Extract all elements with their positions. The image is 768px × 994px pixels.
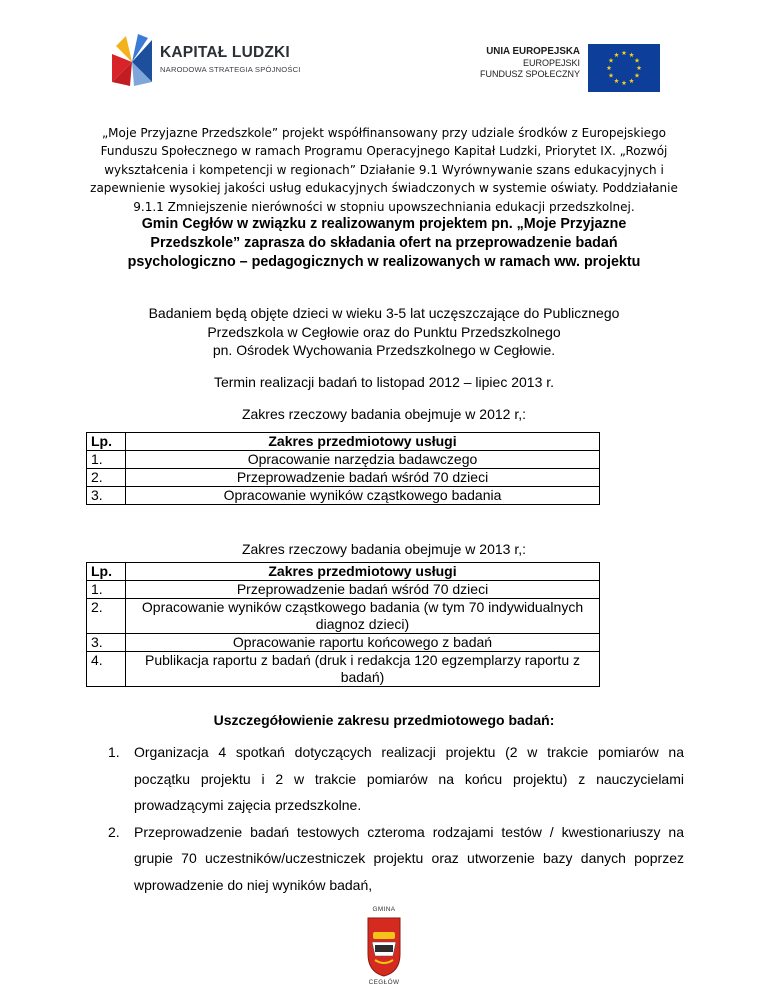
crest-bottom-label: CEGŁÓW [368,979,400,986]
lp-header: Lp. [87,563,126,581]
scope-header: Zakres przedmiotowy usługi [126,563,600,581]
row-description: Przeprowadzenie badań wśród 70 dzieci [126,469,600,487]
project-intro-text: „Moje Przyjazne Przedszkole” projekt współfinansowany przy udziale środków z Europejskiego Funduszu Społecznego w ramach Programu Operacyjnego Kapitał Ludzki, Priorytet IX. „Rozwój wykształcenia i kompetencji w regionach” Działanie 9.1 Wyrównywanie szans edukacyjnych i zapewnienie wysokiej jakości usług edukacyjnych świadczonych w systemie oświaty. Poddziałanie 9.1.1 Zmniejszenie nierówności w stopniu upowszechniania edukacji przedszkolnej. [90,126,678,214]
row-number: 2. [87,599,126,634]
participants-paragraph: Badaniem będą objęte dzieci w wieku 3-5 lat uczęszczające do Publicznego Przedszkola w Cegłowie oraz do Punktu Przedszkolnego pn. Ośrodek Wychowania Przedszkolnego w Cegłowie. [148,305,620,358]
scope-2012-label: Zakres rzeczowy badania obejmuje w 2012 r,: [241,406,527,422]
row-number: 1. [87,451,126,469]
lp-header: Lp. [87,433,126,451]
eu-flag-icon [588,44,660,92]
coat-of-arms-icon [366,916,402,978]
table-row [87,451,600,469]
announcement-heading: Gmin Cegłów w związku z realizowanym projektem pn. „Moje Przyjazne Przedszkole” zaprasza do składania ofert na przeprowadzenie badań psychologiczno – pedagogicznych w realizowanych w ramach ww. projektu [127,216,641,270]
table-row [87,652,600,687]
kapital-ludzki-subtitle: NARODOWA STRATEGIA SPÓJNOŚCI [160,65,301,74]
row-description: Przeprowadzenie badań wśród 70 dzieci [126,581,600,599]
list-item-number: 1. [108,744,120,760]
scope-2013-table [86,562,600,687]
row-description: Opracowanie wyników cząstkowego badania [126,487,600,505]
list-item [108,739,684,819]
row-number: 4. [87,652,126,687]
row-number: 1. [87,581,126,599]
table-row [87,487,600,505]
row-description: Opracowanie narzędzia badawczego [126,451,600,469]
table-header-row [87,433,600,451]
row-number: 2. [87,469,126,487]
row-description: Opracowanie raportu końcowego z badań [126,634,600,652]
table-header-row [87,563,600,581]
eu-logo [466,44,660,92]
list-item-number: 2. [108,823,120,840]
row-number: 3. [87,487,126,505]
table-row [87,581,600,599]
table-row [87,599,600,634]
table-row [87,469,600,487]
table-row [87,634,600,652]
kapital-ludzki-title: KAPITAŁ LUDZKI [160,44,290,61]
row-number: 3. [87,634,126,652]
details-list [108,739,684,898]
eu-line-2: FUNDUSZ SPOŁECZNY [479,69,580,79]
eu-title: UNIA EUROPEJSKA [486,46,580,57]
schedule-text: Termin realizacji badań to listopad 2012 – lipiec 2013 r. [213,374,555,390]
scope-header: Zakres przedmiotowy usługi [126,433,600,451]
list-item-text: Organizacja 4 spotkań dotyczących realizacji projektu (2 w trakcie pomiarów na początku projektu i 2 w trakcie pomiarów na końcu projektu) z nauczycielami prowadzącymi zajęcia przedszkolne. [134,744,684,813]
scope-2013-label: Zakres rzeczowy badania obejmuje w 2013 r,: [241,541,527,557]
eu-line-1: EUROPEJSKI [522,58,580,68]
kapital-ludzki-emblem-icon [108,32,156,88]
details-subheading: Uszczegółowienie zakresu przedmiotowego badań: [213,712,555,728]
gmina-crest [357,906,411,990]
eu-logo-text [480,46,580,80]
list-item [108,819,684,899]
row-description: Opracowanie wyników cząstkowego badania (w tym 70 indywidualnych diagnoz dzieci) [126,599,600,634]
crest-top-label: GMINA [372,906,396,913]
kapital-ludzki-logo [108,32,318,88]
scope-2012-table [86,432,600,505]
list-item-text: Przeprowadzenie badań testowych czteroma rodzajami testów / kwestionariuszy na grupie 70 uczestników/uczestniczek projektu oraz utworzenie bazy danych poprzez wprowadzenie do niej wyników badań, [134,823,684,893]
row-description: Publikacja raportu z badań (druk i redakcja 120 egzemplarzy raportu z badań) [126,652,600,687]
